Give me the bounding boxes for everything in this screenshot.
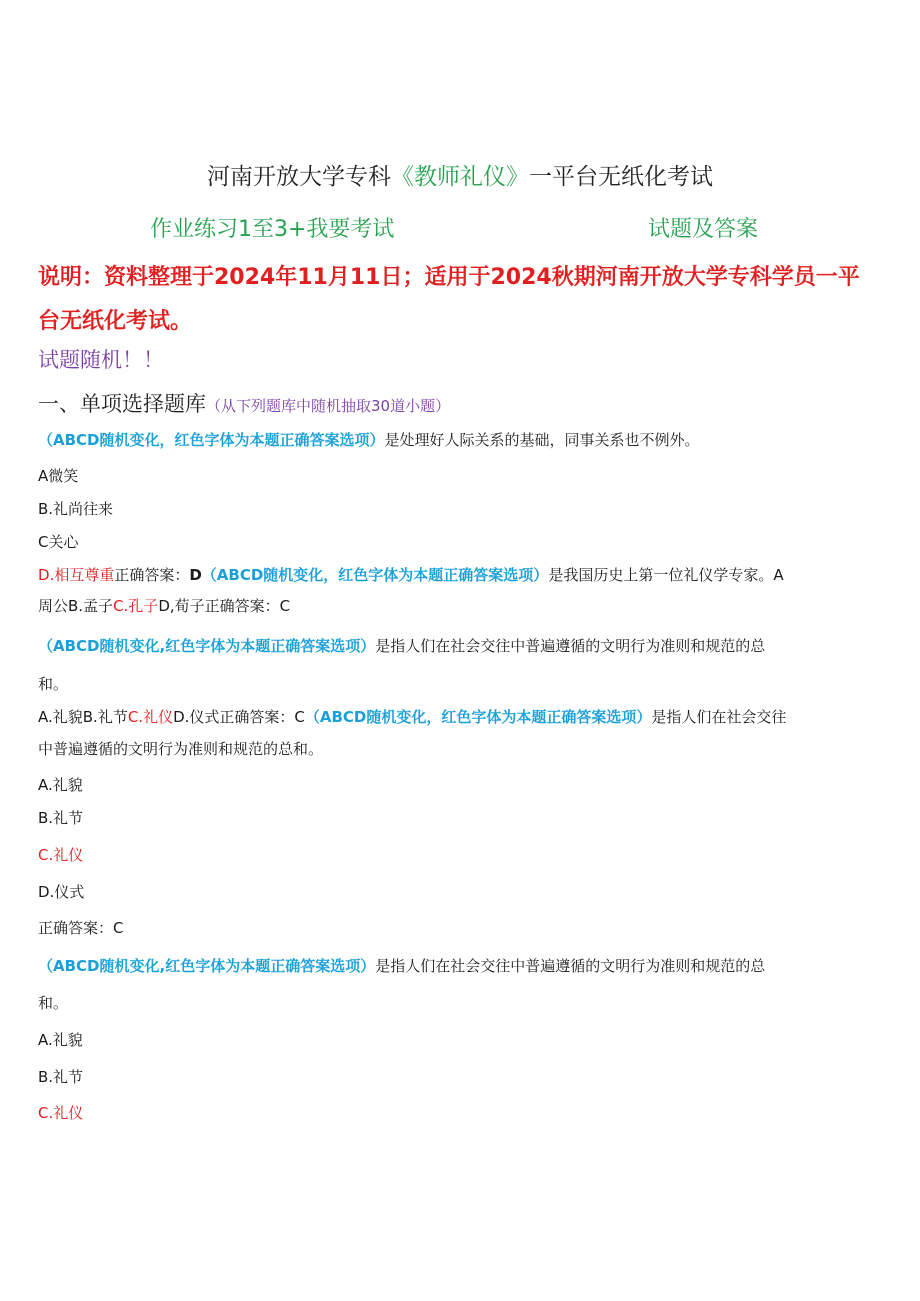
q2-options-line [38,596,290,616]
q3-options-ab: A.礼貌B.礼节 [38,708,128,726]
q1-answer: D [189,566,202,584]
note-paragraph [38,256,878,344]
title-prefix: 河南开放大学专科 [207,164,391,190]
subtitle-left: 作业练习1至3+我要考试 [150,217,395,242]
q5-option-b: B.礼节 [38,1068,84,1086]
section-heading [38,388,450,418]
q1-option-a: A微笑 [38,467,79,485]
title-suffix: 一平台无纸化考试 [529,164,713,190]
q1-option-c: C关心 [38,533,79,551]
q1-stem-line [38,430,700,450]
note-line-1: 说明：资料整理于2024年11月11日；适用于2024秋期河南开放大学专科学员一平 [38,265,860,290]
q1-option-b: B.礼尚往来 [38,500,114,518]
q4-option-d: D.仪式 [38,883,85,901]
q5-stem-end: 和。 [38,994,69,1012]
note-line-2: 台无纸化考试。 [38,309,193,334]
section-title: 一、单项选择题库 [38,392,206,416]
q3-option-d-answer: D.仪式正确答案：C [173,708,305,726]
q5-tag: （ABCD随机变化,红色字体为本题正确答案选项） [38,957,376,975]
q4-option-c: C.礼仪 [38,846,84,864]
q4-tag: （ABCD随机变化，红色字体为本题正确答案选项） [304,708,652,726]
q1-answer-label: 正确答案： [114,566,190,584]
q1-tag: （ABCD随机变化，红色字体为本题正确答案选项） [38,431,385,449]
q5-option-c: C.礼仪 [38,1104,84,1122]
q5-option-a: A.礼貌 [38,1031,83,1049]
q2-stem: 是我国历史上第一位礼仪学专家。A [548,566,784,584]
q1-option-d: D.相互尊重 [38,566,115,584]
q4-option-b: B.礼节 [38,809,84,827]
q2-tag: （ABCD随机变化，红色字体为本题正确答案选项） [201,566,549,584]
section-hint: （从下列题库中随机抽取30道小题） [206,397,451,415]
q4-answer: 正确答案：C [38,919,124,937]
q3-stem-end: 和。 [38,675,69,693]
q2-options-ab: 周公B.孟子 [38,597,114,615]
q3-options-line [38,707,786,727]
q2-option-c: C.孔子 [113,597,159,615]
random-label: 试题随机！！ [38,348,164,372]
title-course: 《教师礼仪》 [391,164,529,190]
subtitle-right: 试题及答案 [648,217,759,242]
q3-stem-line [38,636,765,656]
q3-stem: 是指人们在社会交往中普遍遵循的文明行为准则和规范的总 [375,637,766,655]
q5-stem-line [38,956,765,976]
q4-stem-end: 中普遍遵循的文明行为准则和规范的总和。 [38,740,324,758]
q3-option-c: C.礼仪 [127,708,174,726]
q5-stem: 是指人们在社会交往中普遍遵循的文明行为准则和规范的总 [375,957,766,975]
q2-option-d-answer: D,荀子正确答案：C [158,597,291,615]
q1-stem: 是处理好人际关系的基础，同事关系也不例外。 [384,431,700,449]
page-title [0,158,920,191]
q3-tag: （ABCD随机变化,红色字体为本题正确答案选项） [38,637,376,655]
q1-answer-q2-stem-line [38,565,784,585]
q4-stem-start: 是指人们在社会交往 [651,708,787,726]
q4-option-a: A.礼貌 [38,776,83,794]
